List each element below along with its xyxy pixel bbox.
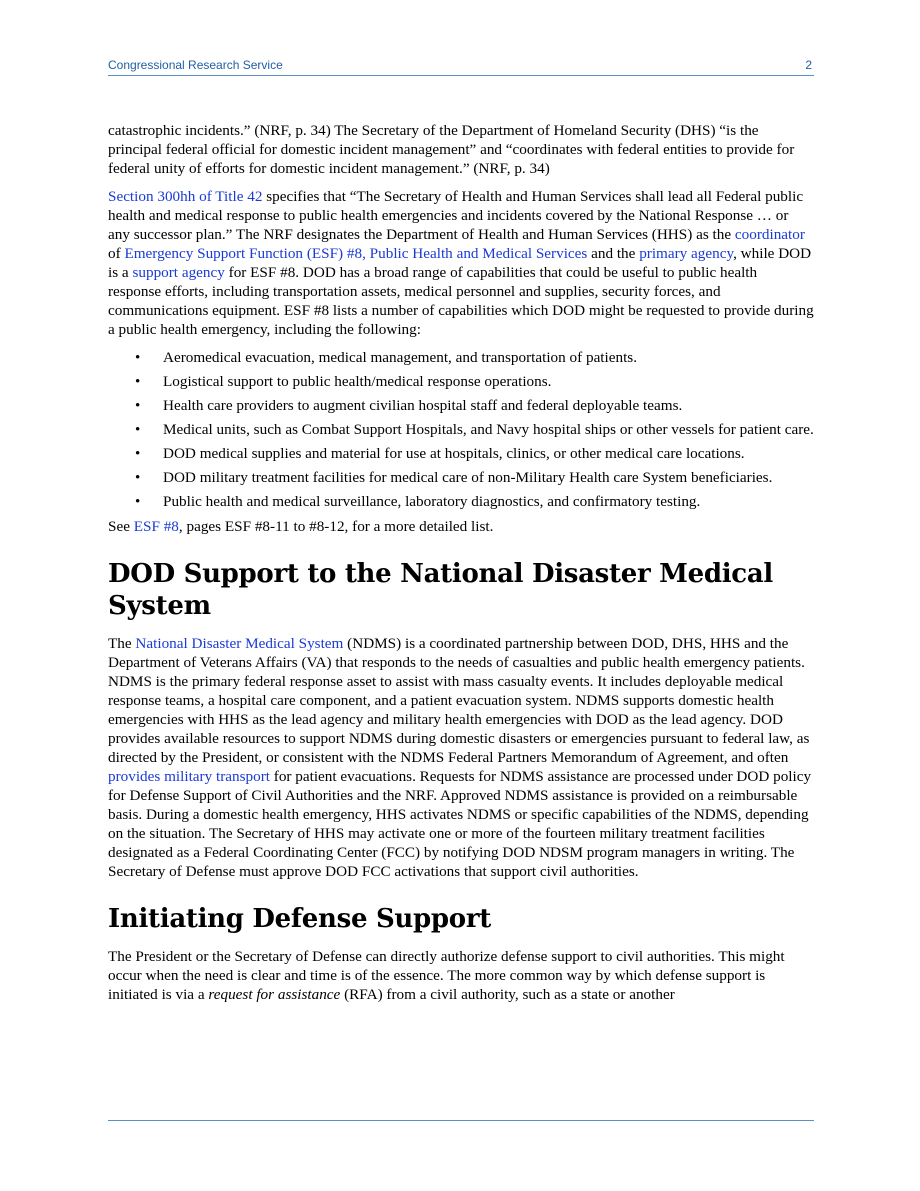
link-primary-agency[interactable]: primary agency bbox=[639, 245, 734, 262]
link-coordinator[interactable]: coordinator bbox=[734, 226, 805, 243]
list-item: • Aeromedical evacuation, medical management, and transportation of patients. bbox=[135, 349, 638, 366]
link-support-agency[interactable]: support agency bbox=[132, 264, 225, 281]
link-ndms[interactable]: National Disaster Medical System bbox=[135, 635, 344, 652]
heading-initiating-support: Initiating Defense Support bbox=[108, 904, 491, 934]
heading-ndms: DOD Support to the National Disaster Medical System bbox=[108, 559, 773, 621]
bullet-icon: • bbox=[135, 373, 141, 390]
list-item: • Logistical support to public health/medical response operations. bbox=[135, 373, 552, 390]
page-number: 2 bbox=[805, 58, 812, 72]
bullet-icon: • bbox=[135, 397, 141, 414]
header-organization: Congressional Research Service bbox=[108, 58, 283, 72]
paragraph-initiating: The President or the Secretary of Defense can directly authorize defense support to civil authorities. This might occur when the need is clear and time is of the essence. The more common way by which defense support is initiated is via a request for assistance (RFA) from a civil authority, such as a state or another bbox=[108, 948, 785, 1003]
link-esf8[interactable]: Emergency Support Function (ESF) #8, Public Health and Medical Services bbox=[124, 245, 588, 262]
capabilities-list bbox=[108, 348, 814, 511]
footer-rule bbox=[108, 1120, 814, 1121]
paragraph-nrf: catastrophic incidents.” (NRF, p. 34) The Secretary of the Department of Homeland Security (DHS) “is the principal federal official for domestic incident management” and “coordinates with federal entities to provide for federal unity of efforts for domestic incident management.” (NRF, p. 34) bbox=[108, 122, 795, 177]
list-item: • DOD medical supplies and material for use at hospitals, clinics, or other medical care locations. bbox=[135, 445, 745, 462]
bullet-icon: • bbox=[135, 469, 141, 486]
body-content bbox=[108, 121, 814, 1013]
bullet-icon: • bbox=[135, 493, 141, 510]
link-section-300hh[interactable]: Section 300hh of Title 42 bbox=[108, 188, 263, 205]
bullet-icon: • bbox=[135, 349, 141, 366]
paragraph-hhs-lead: Section 300hh of Title 42 specifies that “The Secretary of Health and Human Services shall lead all Federal public health and medical response to public health emergencies and incidents covered by the National Response … or any successor plan.” The NRF designates the Department of Health and Human Services (HHS) as the coordinator of Emergency Support Function (ESF) #8, Public Health and Medical Services and the primary agency, while DOD is a support agency for ESF #8. DOD has a broad range of capabilities that could be useful to public health response efforts, including transportation assets, medical personnel and supplies, security forces, and communications equipment. ESF #8 lists a number of capabilities which DOD might be requested to provide during a public health emergency, including the following: bbox=[108, 188, 814, 338]
paragraph-ndms: The National Disaster Medical System (NDMS) is a coordinated partnership between DOD, DHS, HHS and the Department of Veterans Affairs (VA) that responds to the needs of casualties and public health emergency patients. NDMS is the primary federal response asset to assist with mass casualty events. It includes deployable medical response teams, a hospital care component, and a patient evacuation system. NDMS supports domestic health emergencies with HHS as the lead agency and military health emergencies with DOD as the lead agency. DOD provides available resources to support NDMS during domestic disasters or emergencies pursuant to federal law, as directed by the President, or consistent with the NDMS Federal Partners Memorandum of Agreement, and often provides military transport for patient evacuations. Requests for NDMS assistance are processed under DOD policy for Defense Support of Civil Authorities and the NRF. Approved NDMS assistance is provided on a reimbursable basis. During a domestic health emergency, HHS activates NDMS or specific capabilities of the NDMS, depending on the situation. The Secretary of HHS may activate one or more of the fourteen military treatment facilities designated as a Federal Coordinating Center (FCC) by notifying DOD NDSM program managers in writing. The Secretary of Defense must approve DOD FCC activations that support civil authorities. bbox=[108, 635, 812, 880]
list-item: • Public health and medical surveillance, laboratory diagnostics, and confirmatory testing. bbox=[135, 493, 701, 510]
list-item: • Health care providers to augment civilian hospital staff and federal deployable teams. bbox=[135, 397, 683, 414]
bullet-icon: • bbox=[135, 421, 141, 438]
list-item: • Medical units, such as Combat Support Hospitals, and Navy hospital ships or other vessels for patient care. bbox=[135, 421, 814, 438]
link-esf8-list[interactable]: ESF #8 bbox=[133, 518, 179, 535]
list-item: • DOD military treatment facilities for medical care of non-Military Health care System beneficiaries. bbox=[135, 469, 773, 486]
link-military-transport[interactable]: provides military transport bbox=[108, 768, 270, 785]
header-rule bbox=[108, 75, 814, 76]
bullet-icon: • bbox=[135, 445, 141, 462]
paragraph-see-esf8: See ESF #8, pages ESF #8-11 to #8-12, for a more detailed list. bbox=[108, 518, 494, 535]
